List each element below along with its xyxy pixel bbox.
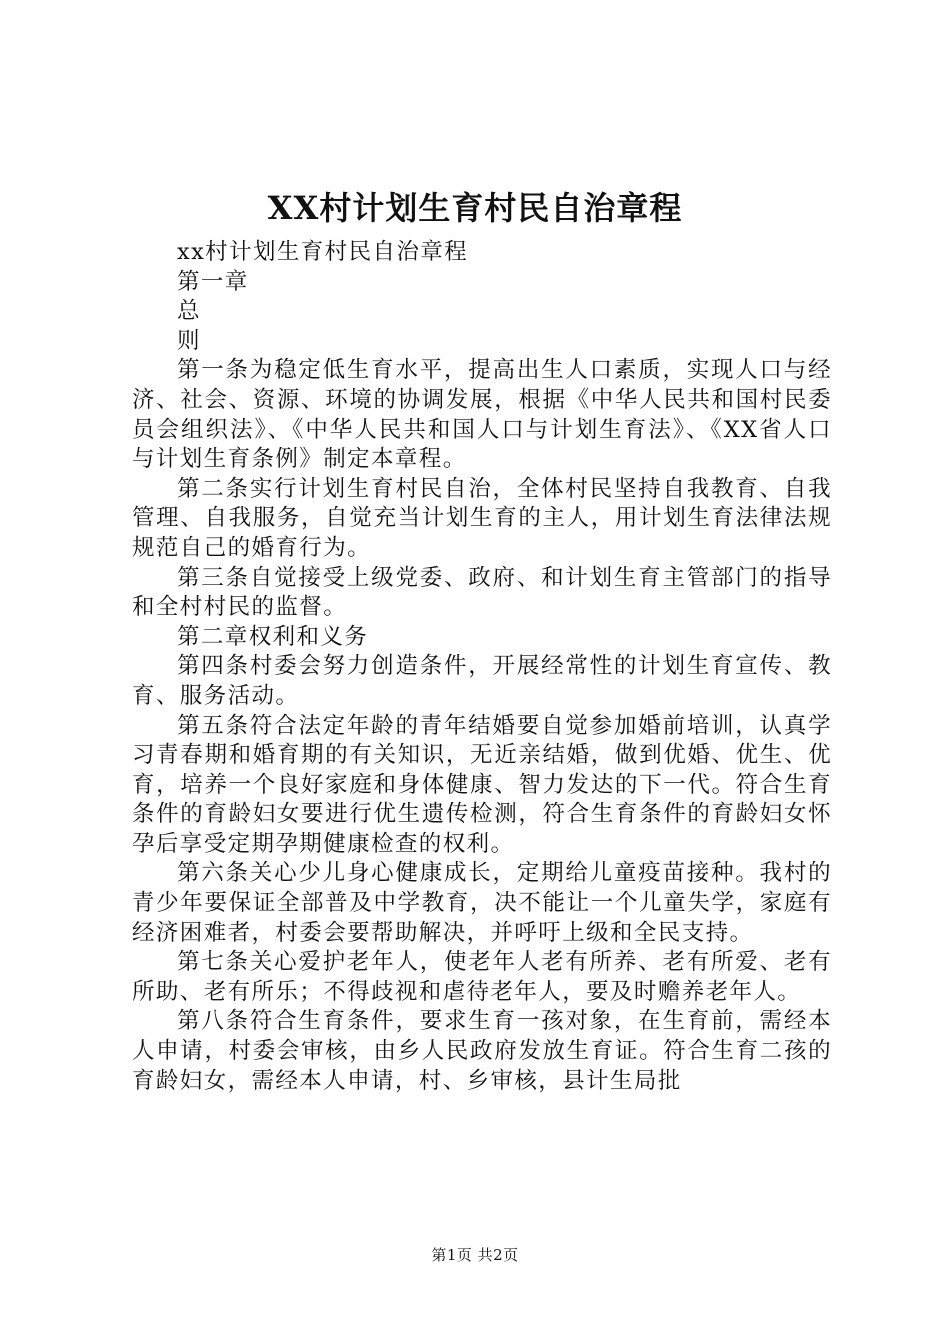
paragraph-subtitle: xx村计划生育村民自治章程	[177, 239, 469, 265]
paragraph-article-4: 第四条村委会努力创造条件，开展经常性的计划生育宣传、教育、服务活动。	[132, 653, 832, 709]
paragraph-heading-part-2: 则	[177, 327, 201, 354]
paragraph-article-6: 第六条关心少儿身心健康成长，定期给儿童疫苗接种。我村的青少年要保证全部普及中学教育，决不能让一个儿童失学，家庭有经济困难者，村委会要帮助解决，并呼吁上级和全民支持。	[132, 860, 832, 946]
document-title: XX村计划生育村民自治章程	[267, 189, 683, 227]
paragraph-article-8: 第八条符合生育条件，要求生育一孩对象，在生育前，需经本人申请，村委会审核，由乡人民政府发放生育证。符合生育二孩的育龄妇女，需经本人申请，村、乡审核，县计生局批	[132, 1008, 832, 1094]
paragraph-article-7: 第七条关心爱护老年人，使老年人老有所养、老有所爱、老有所助、老有所乐；不得歧视和虐待老年人，要及时赡养老年人。	[132, 949, 832, 1005]
page-footer: 第1页 共2页	[431, 1246, 519, 1264]
document-body	[132, 238, 832, 1096]
paragraph-article-5: 第五条符合法定年龄的青年结婚要自觉参加婚前培训，认真学习青春期和婚育期的有关知识，无近亲结婚，做到优婚、优生、优育，培养一个良好家庭和身体健康、智力发达的下一代。符合生育条件的育龄妇女要进行优生遗传检测，符合生育条件的育龄妇女怀孕后享受定期孕期健康检查的权利。	[132, 712, 832, 857]
paragraph-heading-part-1: 总	[177, 298, 201, 325]
paragraph-article-2: 第二条实行计划生育村民自治，全体村民坚持自我教育、自我管理、自我服务，自觉充当计划生育的主人，用计划生育法律法规规范自己的婚育行为。	[132, 475, 832, 561]
paragraph-chapter-2: 第二章权利和义务	[177, 623, 369, 650]
paragraph-article-3: 第三条自觉接受上级党委、政府、和计划生育主管部门的指导和全村村民的监督。	[132, 564, 832, 621]
paragraph-chapter-1: 第一章	[177, 268, 249, 295]
paragraph-article-1: 第一条为稳定低生育水平，提高出生人口素质，实现人口与经济、社会、资源、环境的协调发展，根据《中华人民共和国村民委员会组织法》、《中华人民共和国人口与计划生育法》、《XX省人口与计划生育条例》制定本章程。	[132, 357, 832, 473]
